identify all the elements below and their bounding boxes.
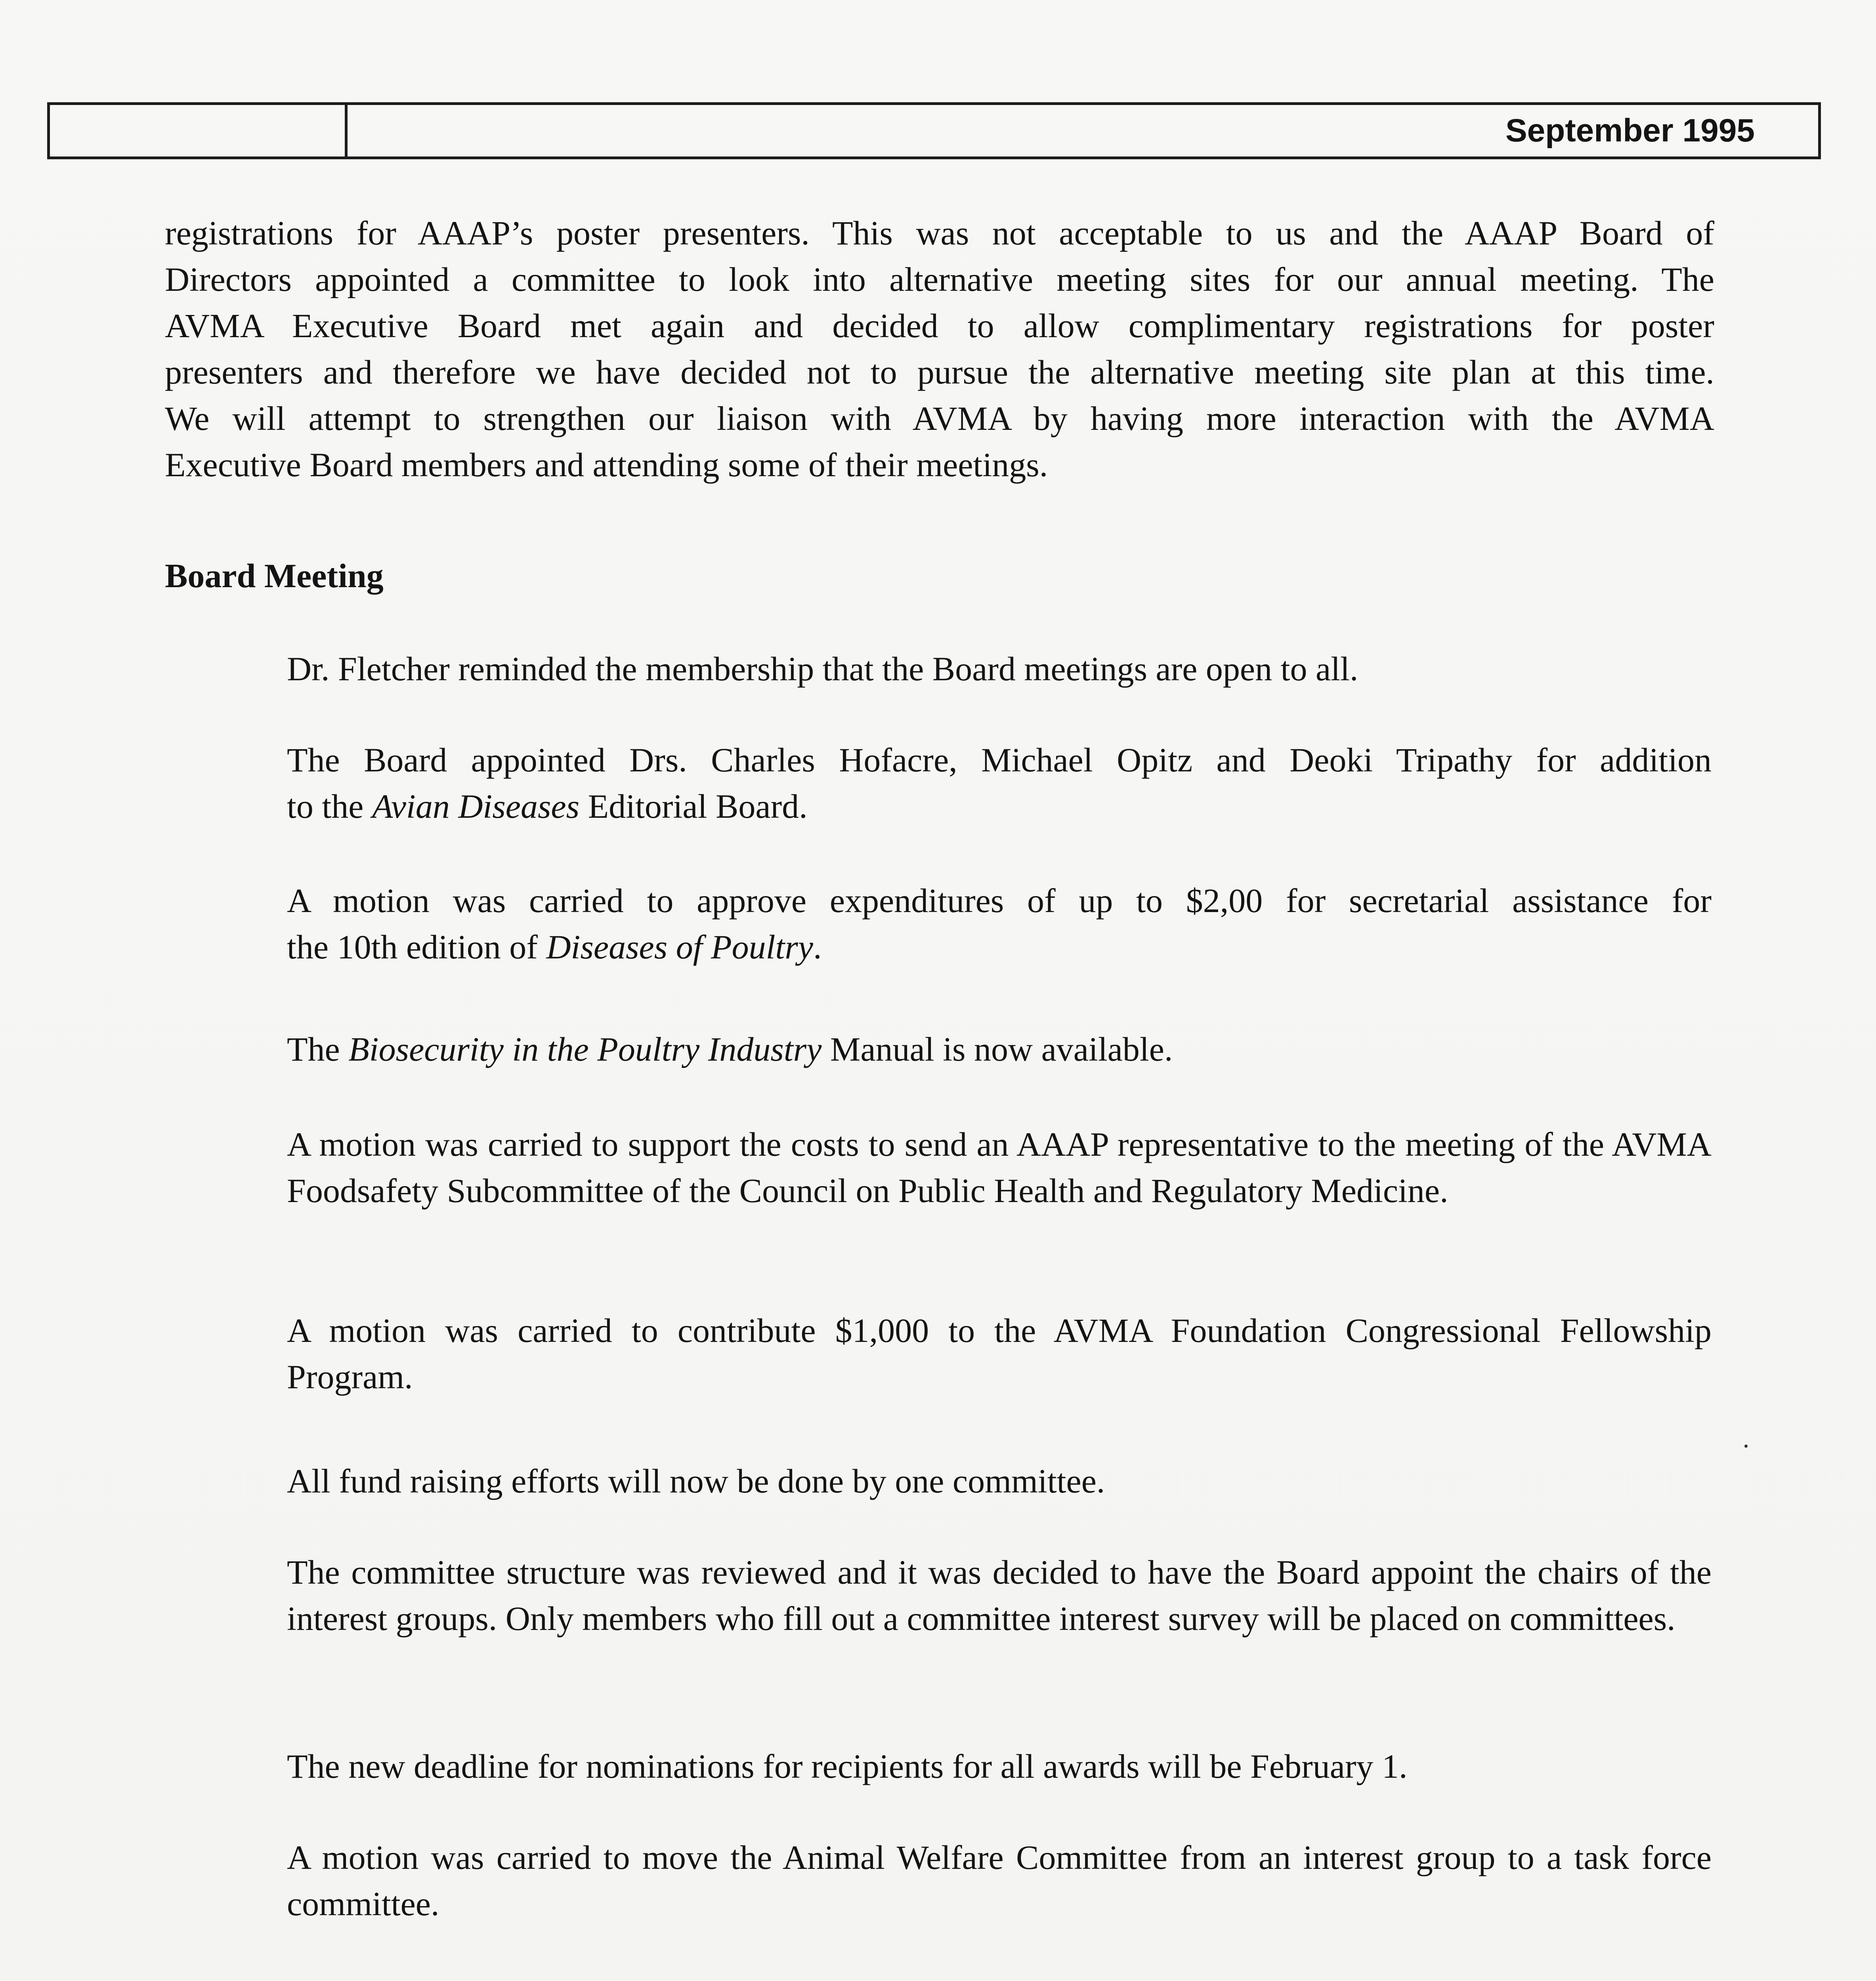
intro-line: AVMA Executive Board met again and decided to allow complimentary registrations for poster xyxy=(165,307,1714,345)
item-expenditures xyxy=(287,878,1712,970)
intro-line: We will attempt to strengthen our liaison with AVMA by having more interaction with the AVMA xyxy=(165,399,1714,437)
intro-line: registrations for AAAP’s poster presenters. This was not acceptable to us and the AAAP Board of xyxy=(165,214,1714,252)
item-text: The Board appointed Drs. Charles Hofacre, Michael Opitz and Deoki Tripathy for addition xyxy=(287,741,1712,779)
intro-paragraph xyxy=(165,210,1714,488)
page-header xyxy=(47,102,1821,159)
text-run: the 10th edition of xyxy=(287,928,546,966)
manual-title: Biosecurity in the Poultry Industry xyxy=(348,1030,822,1068)
item-text: The new deadline for nominations for recipients for all awards will be February 1. xyxy=(287,1747,1408,1785)
stray-mark xyxy=(1744,1445,1748,1448)
item-text: All fund raising efforts will now be done by one committee. xyxy=(287,1462,1105,1500)
item-text: Dr. Fletcher reminded the membership that the Board meetings are open to all. xyxy=(287,650,1358,688)
section-heading: Board Meeting xyxy=(165,557,384,595)
item-editorial-board xyxy=(287,737,1712,830)
item-text: A motion was carried to support the costs to send an AAAP representative to the meeting of the AVMA Foodsafety Subcommittee of the Council on Public Health and Regulatory Medicine. xyxy=(287,1125,1712,1210)
item-text xyxy=(287,924,1712,970)
text-run: Editorial Board. xyxy=(579,787,808,825)
intro-line: Directors appointed a committee to look into alternative meeting sites for our annual meeting. The xyxy=(165,260,1714,298)
item-text: A motion was carried to contribute $1,000 to the AVMA Foundation Congressional Fellowship Program. xyxy=(287,1311,1712,1396)
item-animal-welfare xyxy=(287,1834,1712,1927)
item-foodsafety xyxy=(287,1121,1712,1214)
item-biosecurity xyxy=(287,1026,1712,1073)
item-contribute xyxy=(287,1307,1712,1400)
header-divider xyxy=(345,105,348,156)
text-run: The xyxy=(287,1030,349,1068)
header-date: September 1995 xyxy=(1505,113,1755,149)
item-fletcher xyxy=(287,646,1712,692)
journal-title: Avian Diseases xyxy=(372,787,580,825)
item-text xyxy=(287,783,1712,830)
item-text xyxy=(287,1026,1712,1073)
text-run: . xyxy=(813,928,822,966)
item-fundraising xyxy=(287,1458,1712,1504)
text-run: Manual is now available. xyxy=(821,1030,1173,1068)
item-text: A motion was carried to move the Animal Welfare Committee from an interest group to a task force committee. xyxy=(287,1838,1712,1923)
item-committee-structure xyxy=(287,1549,1712,1642)
text-run: to the xyxy=(287,787,372,825)
intro-line: Executive Board members and attending some of their meetings. xyxy=(165,446,1048,484)
item-text: The committee structure was reviewed and it was decided to have the Board appoint the chairs of the interest groups. Only members who fill out a committee interest survey will be placed on committees. xyxy=(287,1553,1712,1637)
book-title: Diseases of Poultry xyxy=(546,928,814,966)
item-text: A motion was carried to approve expenditures of up to $2,00 for secretarial assistance for xyxy=(287,882,1712,920)
intro-line: presenters and therefore we have decided not to pursue the alternative meeting site plan at this time. xyxy=(165,353,1714,391)
item-deadline xyxy=(287,1743,1712,1790)
